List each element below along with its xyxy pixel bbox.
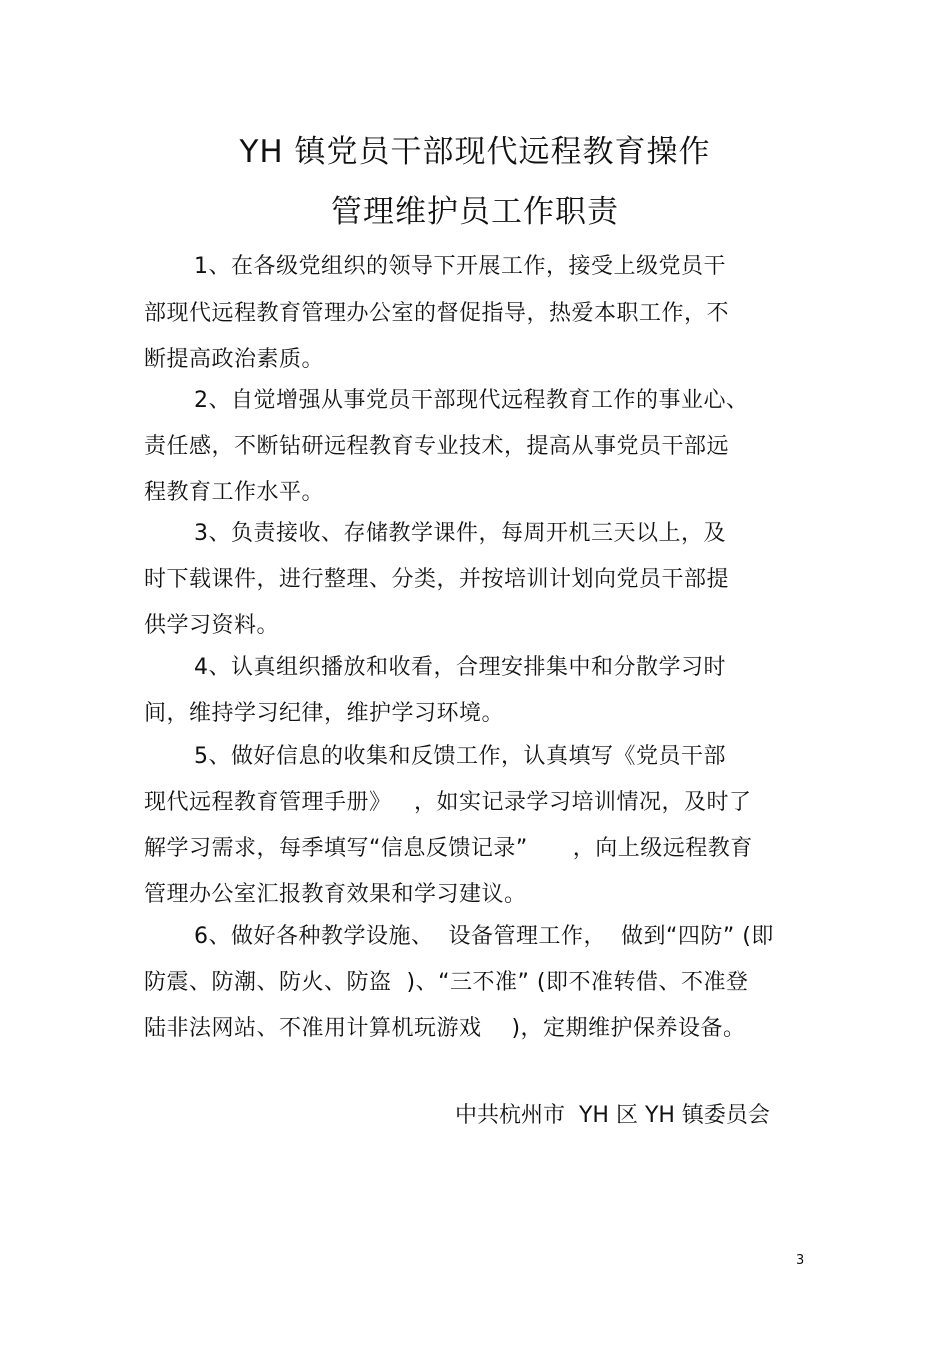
paragraph-3-line-2: 时下载课件，进行整理、分类，并按培训计划向党员干部提 bbox=[144, 567, 730, 592]
paragraph-1-line-1: 1、在各级党组织的领导下开展工作，接受上级党员干 bbox=[194, 254, 726, 279]
paragraph-4-line-2: 间，维持学习纪律，维护学习环境。 bbox=[144, 701, 505, 726]
paragraph-5-line-3: 解学习需求，每季填写“信息反馈记录” ，向上级远程教育 bbox=[144, 836, 753, 861]
paragraph-6-line-3: 陆非法网站、不准用计算机玩游戏 )，定期维护保养设备。 bbox=[144, 1016, 746, 1041]
paragraph-2-line-2: 责任感，不断钻研远程教育专业技术，提高从事党员干部远 bbox=[144, 434, 730, 459]
paragraph-6-line-1: 6、做好各种教学设施、 设备管理工作， 做到“四防” (即 bbox=[194, 924, 774, 949]
paragraph-4-line-1: 4、认真组织播放和收看，合理安排集中和分散学习时 bbox=[194, 655, 726, 680]
paragraph-3-line-1: 3、负责接收、存储教学课件，每周开机三天以上，及 bbox=[194, 521, 726, 546]
paragraph-5-line-2: 现代远程教育管理手册》 ，如实记录学习培训情况，及时了 bbox=[144, 790, 752, 815]
signature-organization: 中共杭州市 YH 区 YH 镇委员会 bbox=[455, 1103, 770, 1128]
paragraph-6-line-2: 防震、防潮、防火、防盗 )、“三不准” (即不准转借、不准登 bbox=[144, 970, 749, 995]
paragraph-2-line-1: 2、自觉增强从事党员干部现代远程教育工作的事业心、 bbox=[194, 388, 749, 413]
paragraph-1-line-2: 部现代远程教育管理办公室的督促指导，热爱本职工作，不 bbox=[144, 301, 730, 326]
page-number: 3 bbox=[796, 1253, 805, 1268]
document-title-line-1: YH 镇党员干部现代远程教育操作 bbox=[239, 134, 711, 170]
paragraph-3-line-3: 供学习资料。 bbox=[144, 613, 280, 638]
paragraph-2-line-3: 程教育工作水平。 bbox=[144, 480, 325, 505]
paragraph-5-line-4: 管理办公室汇报教育效果和学习建议。 bbox=[144, 882, 527, 907]
paragraph-5-line-1: 5、做好信息的收集和反馈工作，认真填写《党员干部 bbox=[194, 744, 726, 769]
paragraph-1-line-3: 断提高政治素质。 bbox=[144, 347, 325, 372]
document-title-line-2: 管理维护员工作职责 bbox=[331, 194, 619, 230]
